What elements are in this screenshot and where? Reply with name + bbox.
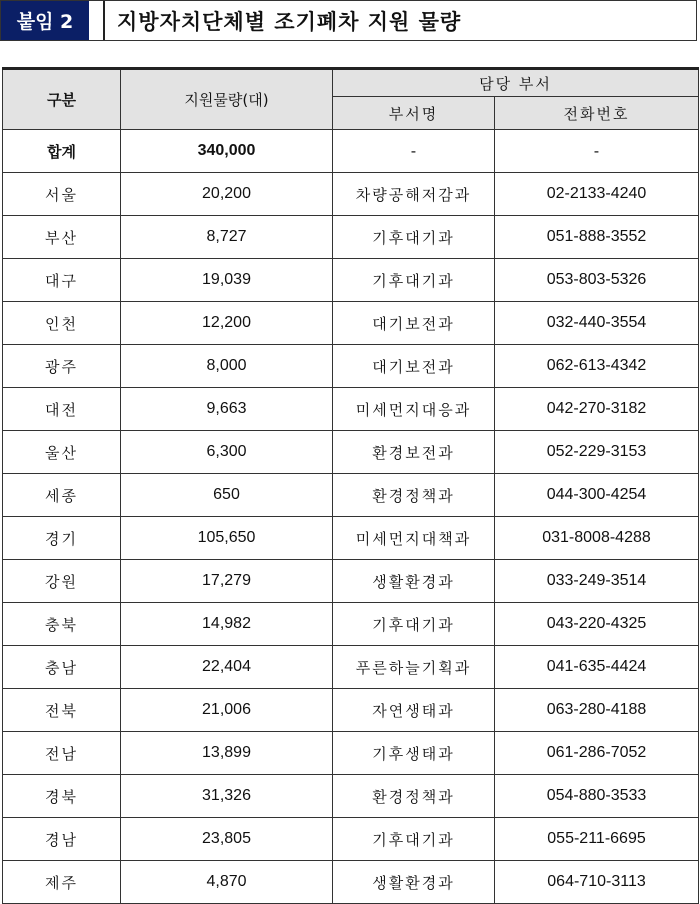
table-row xyxy=(3,345,699,388)
table-row xyxy=(3,173,699,216)
quantity-cell: 4,870 xyxy=(121,861,333,904)
phone-cell: 041-635-4424 xyxy=(495,646,699,689)
header-quantity: 지원물량(대) xyxy=(121,69,333,130)
quantity-cell: 20,200 xyxy=(121,173,333,216)
table-row xyxy=(3,388,699,431)
title-bar xyxy=(0,0,697,41)
dept-cell: 대기보전과 xyxy=(333,302,495,345)
quantity-cell: 23,805 xyxy=(121,818,333,861)
quantity-cell: 8,727 xyxy=(121,216,333,259)
total-dept: - xyxy=(333,130,495,173)
dept-cell: 차량공해저감과 xyxy=(333,173,495,216)
quantity-cell: 13,899 xyxy=(121,732,333,775)
dept-cell: 생활환경과 xyxy=(333,861,495,904)
dept-cell: 환경보전과 xyxy=(333,431,495,474)
dept-cell: 자연생태과 xyxy=(333,689,495,732)
header-dept-name: 부서명 xyxy=(333,97,495,130)
region-cell: 충남 xyxy=(3,646,121,689)
dept-cell: 기후대기과 xyxy=(333,259,495,302)
phone-cell: 02-2133-4240 xyxy=(495,173,699,216)
dept-cell: 푸른하늘기획과 xyxy=(333,646,495,689)
dept-cell: 기후대기과 xyxy=(333,216,495,259)
table-row xyxy=(3,431,699,474)
phone-cell: 043-220-4325 xyxy=(495,603,699,646)
dept-cell: 기후대기과 xyxy=(333,603,495,646)
header-category: 구분 xyxy=(3,69,121,130)
phone-cell: 044-300-4254 xyxy=(495,474,699,517)
header-dept-group: 담당 부서 xyxy=(333,69,699,97)
total-label: 합계 xyxy=(3,130,121,173)
region-cell: 울산 xyxy=(3,431,121,474)
phone-cell: 064-710-3113 xyxy=(495,861,699,904)
region-cell: 광주 xyxy=(3,345,121,388)
dept-cell: 대기보전과 xyxy=(333,345,495,388)
region-cell: 대전 xyxy=(3,388,121,431)
table-row xyxy=(3,259,699,302)
phone-cell: 061-286-7052 xyxy=(495,732,699,775)
region-cell: 서울 xyxy=(3,173,121,216)
region-cell: 충북 xyxy=(3,603,121,646)
phone-cell: 033-249-3514 xyxy=(495,560,699,603)
region-cell: 대구 xyxy=(3,259,121,302)
quantity-cell: 19,039 xyxy=(121,259,333,302)
region-cell: 강원 xyxy=(3,560,121,603)
phone-cell: 042-270-3182 xyxy=(495,388,699,431)
region-cell: 인천 xyxy=(3,302,121,345)
total-quantity: 340,000 xyxy=(121,130,333,173)
total-phone: - xyxy=(495,130,699,173)
table-row xyxy=(3,689,699,732)
phone-cell: 051-888-3552 xyxy=(495,216,699,259)
quantity-cell: 105,650 xyxy=(121,517,333,560)
phone-cell: 055-211-6695 xyxy=(495,818,699,861)
quantity-cell: 6,300 xyxy=(121,431,333,474)
quantity-cell: 17,279 xyxy=(121,560,333,603)
table-row xyxy=(3,861,699,904)
region-cell: 전남 xyxy=(3,732,121,775)
quantity-cell: 22,404 xyxy=(121,646,333,689)
dept-cell: 환경정책과 xyxy=(333,775,495,818)
quantity-cell: 12,200 xyxy=(121,302,333,345)
region-cell: 경북 xyxy=(3,775,121,818)
region-cell: 전북 xyxy=(3,689,121,732)
total-row xyxy=(3,130,699,173)
phone-cell: 063-280-4188 xyxy=(495,689,699,732)
quantity-cell: 31,326 xyxy=(121,775,333,818)
phone-cell: 062-613-4342 xyxy=(495,345,699,388)
page-title: 지방자치단체별 조기폐차 지원 물량 xyxy=(117,9,462,34)
dept-cell: 기후대기과 xyxy=(333,818,495,861)
region-cell: 제주 xyxy=(3,861,121,904)
dept-cell: 미세먼지대책과 xyxy=(333,517,495,560)
table-row xyxy=(3,775,699,818)
table-row xyxy=(3,646,699,689)
phone-cell: 053-803-5326 xyxy=(495,259,699,302)
quantity-cell: 650 xyxy=(121,474,333,517)
dept-cell: 생활환경과 xyxy=(333,560,495,603)
attachment-badge: 붙임 2 xyxy=(1,1,89,40)
support-quantity-table xyxy=(2,67,699,904)
region-cell: 부산 xyxy=(3,216,121,259)
table-row xyxy=(3,517,699,560)
region-cell: 세종 xyxy=(3,474,121,517)
table-row xyxy=(3,603,699,646)
region-cell: 경기 xyxy=(3,517,121,560)
phone-cell: 052-229-3153 xyxy=(495,431,699,474)
phone-cell: 054-880-3533 xyxy=(495,775,699,818)
dept-cell: 기후생태과 xyxy=(333,732,495,775)
table-row xyxy=(3,216,699,259)
table-row xyxy=(3,818,699,861)
region-cell: 경남 xyxy=(3,818,121,861)
phone-cell: 031-8008-4288 xyxy=(495,517,699,560)
quantity-cell: 9,663 xyxy=(121,388,333,431)
table-row xyxy=(3,732,699,775)
table-row xyxy=(3,474,699,517)
table-row xyxy=(3,302,699,345)
quantity-cell: 14,982 xyxy=(121,603,333,646)
dept-cell: 환경정책과 xyxy=(333,474,495,517)
quantity-cell: 8,000 xyxy=(121,345,333,388)
quantity-cell: 21,006 xyxy=(121,689,333,732)
phone-cell: 032-440-3554 xyxy=(495,302,699,345)
dept-cell: 미세먼지대응과 xyxy=(333,388,495,431)
table-row xyxy=(3,560,699,603)
header-phone: 전화번호 xyxy=(495,97,699,130)
badge-separator xyxy=(89,1,105,40)
